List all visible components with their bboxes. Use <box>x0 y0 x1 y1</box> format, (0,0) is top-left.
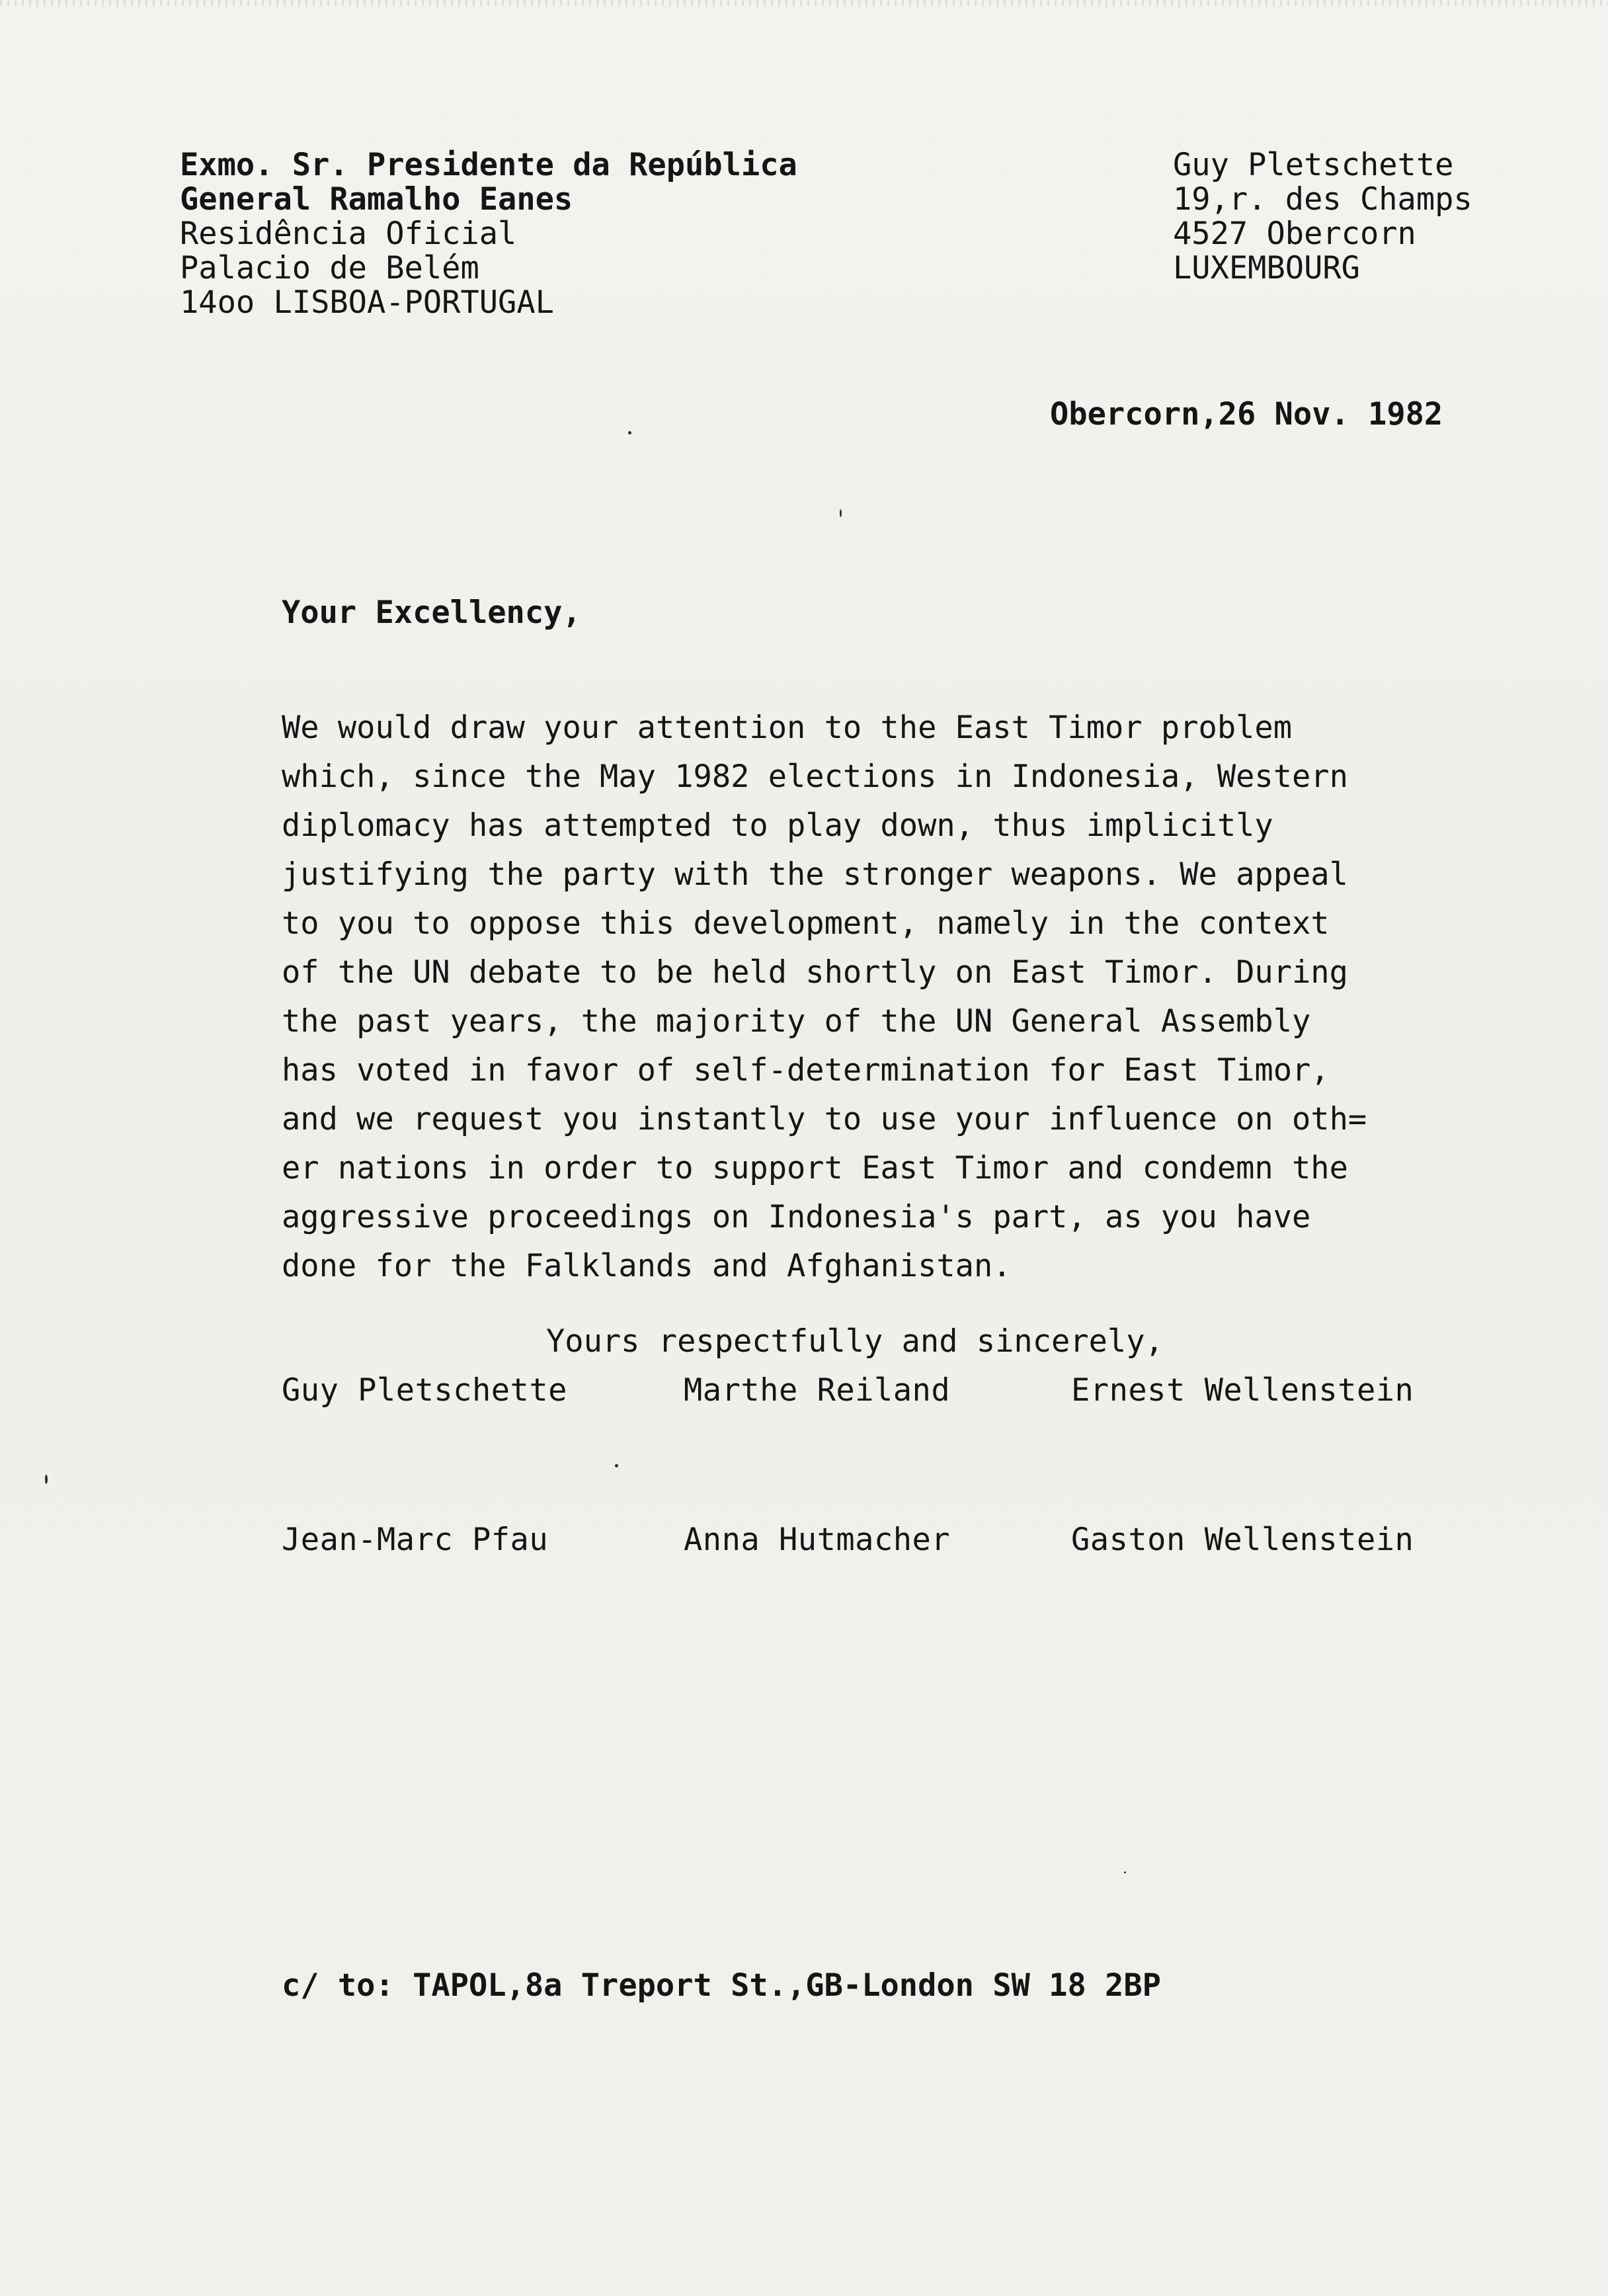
body-line: which, since the May 1982 elections in Indonesia, Western <box>282 758 1348 795</box>
letter-date: Obercorn,26 Nov. 1982 <box>1050 396 1443 432</box>
recipient-line: 14oo LISBOA-PORTUGAL <box>180 284 554 321</box>
ink-speck <box>628 431 631 434</box>
signatory-name: Gaston Wellenstein <box>1071 1522 1414 1558</box>
body-line: aggressive proceedings on Indonesia's part, as you have <box>282 1199 1311 1235</box>
salutation: Your Excellency, <box>282 594 581 631</box>
body-line: and we request you instantly to use your influence on oth= <box>282 1101 1367 1137</box>
recipient-line: Residência Oficial <box>180 216 517 252</box>
body-line: to you to oppose this development, namely in the context <box>282 905 1330 942</box>
signatory-name: Guy Pletschette <box>282 1372 567 1409</box>
body-line: done for the Falklands and Afghanistan. <box>282 1248 1012 1284</box>
sender-address <box>1173 148 1472 286</box>
body-line: justifying the party with the stronger weapons. We appeal <box>282 856 1348 893</box>
ink-speck <box>1124 1871 1126 1873</box>
recipient-line: General Ramalho Eanes <box>180 181 573 218</box>
body-line: the past years, the majority of the UN General Assembly <box>282 1003 1311 1040</box>
body-line: er nations in order to support East Timor and condemn the <box>282 1150 1348 1186</box>
scan-edge <box>0 0 1608 7</box>
ink-speck <box>615 1464 618 1467</box>
signatory-name: Anna Hutmacher <box>684 1522 951 1558</box>
recipient-line: Exmo. Sr. Presidente da República <box>180 147 797 183</box>
ink-speck <box>840 509 842 517</box>
ink-speck <box>45 1475 48 1484</box>
signatory-name: Jean-Marc Pfau <box>282 1522 549 1558</box>
sender-line: LUXEMBOURG <box>1173 250 1360 286</box>
body-line: of the UN debate to be held shortly on East Timor. During <box>282 954 1348 991</box>
recipient-line: Palacio de Belém <box>180 250 479 286</box>
body-line: We would draw your attention to the East Timor problem <box>282 710 1293 746</box>
body-line: has voted in favor of self-determination for East Timor, <box>282 1052 1330 1088</box>
sender-line: 19,r. des Champs <box>1173 181 1472 218</box>
carbon-copy-line: c/ to: TAPOL,8a Treport St.,GB-London SW 18 2BP <box>282 1967 1161 2004</box>
closing: Yours respectfully and sincerely, <box>546 1323 1164 1360</box>
recipient-address <box>180 148 797 320</box>
sender-line: 4527 Obercorn <box>1173 216 1416 252</box>
letter-body <box>282 704 1367 1291</box>
body-line: diplomacy has attempted to play down, thus implicitly <box>282 807 1273 844</box>
sender-line: Guy Pletschette <box>1173 147 1454 183</box>
signatory-name: Marthe Reiland <box>684 1372 951 1409</box>
signatory-name: Ernest Wellenstein <box>1071 1372 1414 1409</box>
